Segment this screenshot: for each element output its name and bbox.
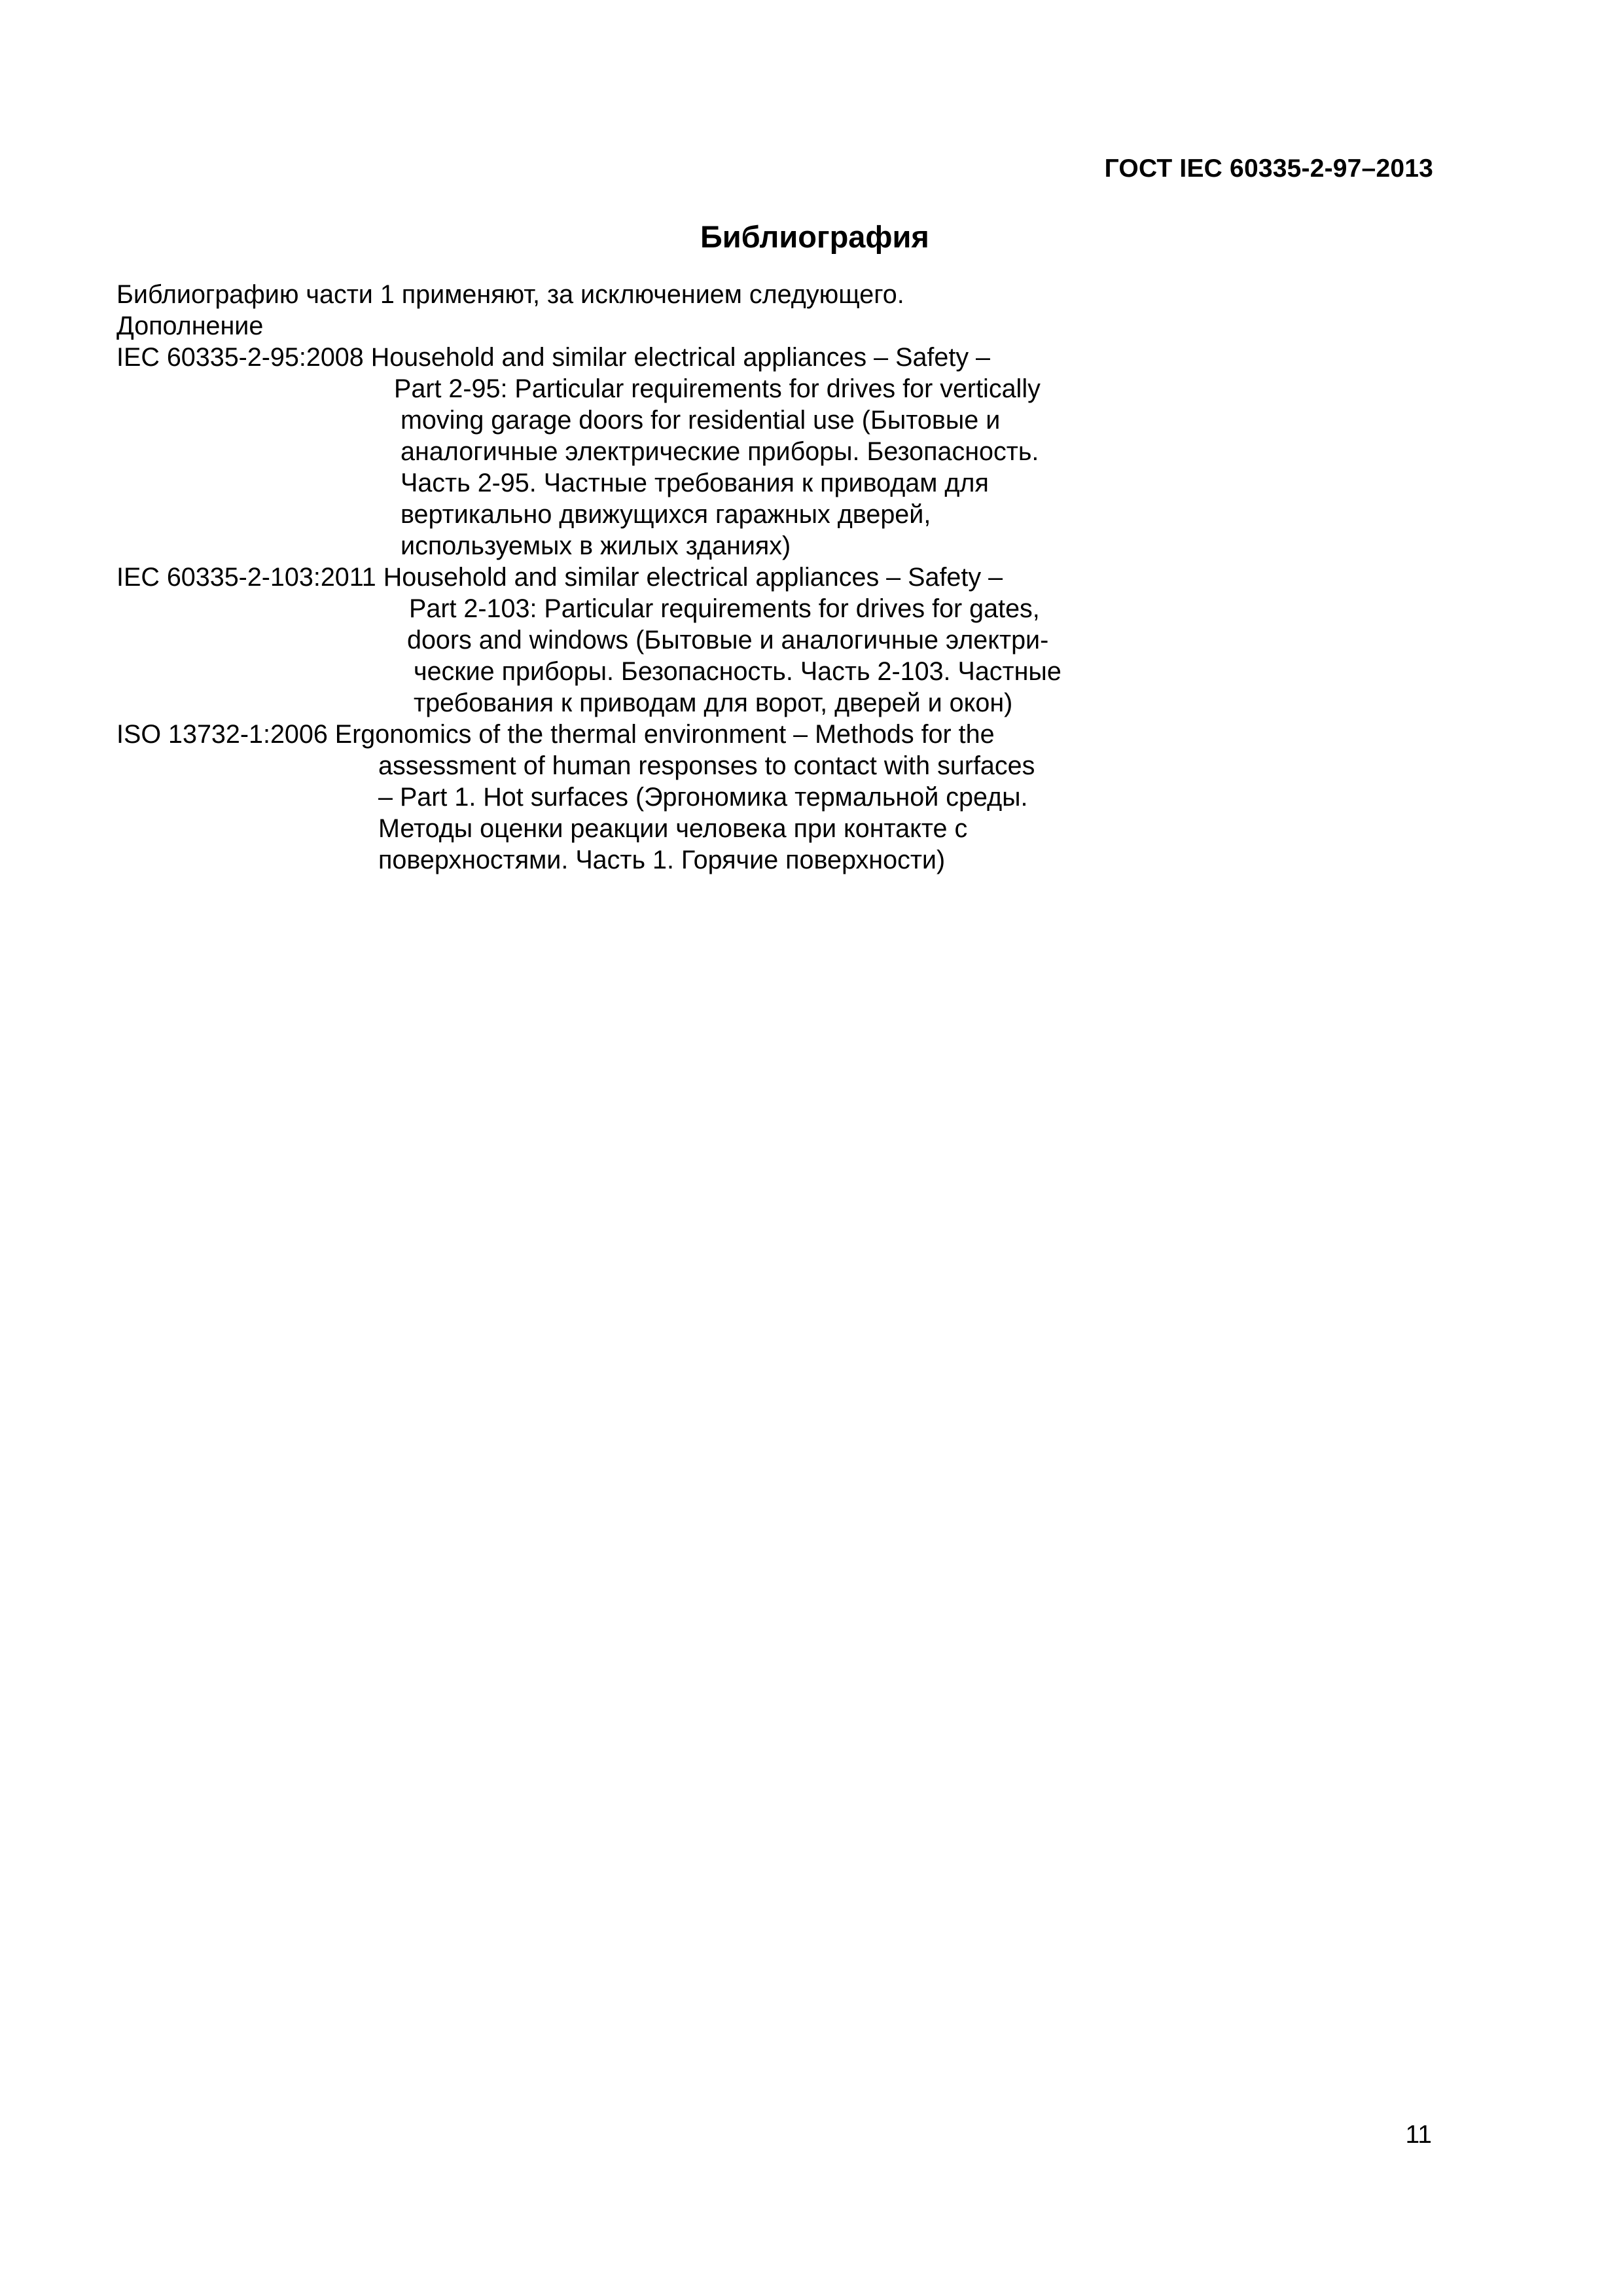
reference-1-line-1: IEC 60335-2-95:2008 Household and similar electrical appliances – Safety –	[116, 343, 991, 372]
reference-2-line-3: doors and windows (Бытовые и аналогичные электри-	[407, 626, 1049, 655]
reference-1-line-4: аналогичные электрические приборы. Безопасность.	[401, 437, 1039, 466]
reference-1-line-3: moving garage doors for residential use (Бытовые и	[401, 406, 1001, 435]
reference-3-line-5: поверхностями. Часть 1. Горячие поверхности)	[378, 846, 946, 874]
reference-3-line-4: Методы оценки реакции человека при контакте с	[378, 814, 968, 843]
page-title: Библиография	[700, 219, 929, 254]
reference-2-line-4: ческие приборы. Безопасность. Часть 2-103. Частные	[414, 657, 1061, 686]
reference-3-line-1: ISO 13732-1:2006 Ergonomics of the thermal environment – Methods for the	[116, 720, 995, 749]
reference-3-line-2: assessment of human responses to contact with surfaces	[378, 751, 1035, 780]
reference-2-line-2: Part 2-103: Particular requirements for drives for gates,	[409, 594, 1040, 623]
reference-1-line-5: Часть 2-95. Частные требования к приводам для	[401, 469, 989, 497]
document-code: ГОСТ IEC 60335-2-97–2013	[1104, 154, 1433, 183]
page-number: 11	[1405, 2121, 1432, 2149]
reference-2-line-1: IEC 60335-2-103:2011 Household and similar electrical appliances – Safety –	[116, 563, 1003, 592]
reference-1-line-2: Part 2-95: Particular requirements for drives for vertically	[394, 374, 1041, 403]
reference-3-line-3: – Part 1. Hot surfaces (Эргономика термальной среды.	[378, 783, 1028, 812]
reference-1-line-6: вертикально движущихся гаражных дверей,	[401, 500, 931, 529]
reference-1-line-7: используемых в жилых зданиях)	[401, 531, 791, 560]
intro-text: Библиографию части 1 применяют, за исключением следующего.	[116, 280, 904, 309]
addition-label: Дополнение	[116, 312, 264, 340]
reference-2-line-5: требования к приводам для ворот, дверей и окон)	[414, 689, 1013, 717]
